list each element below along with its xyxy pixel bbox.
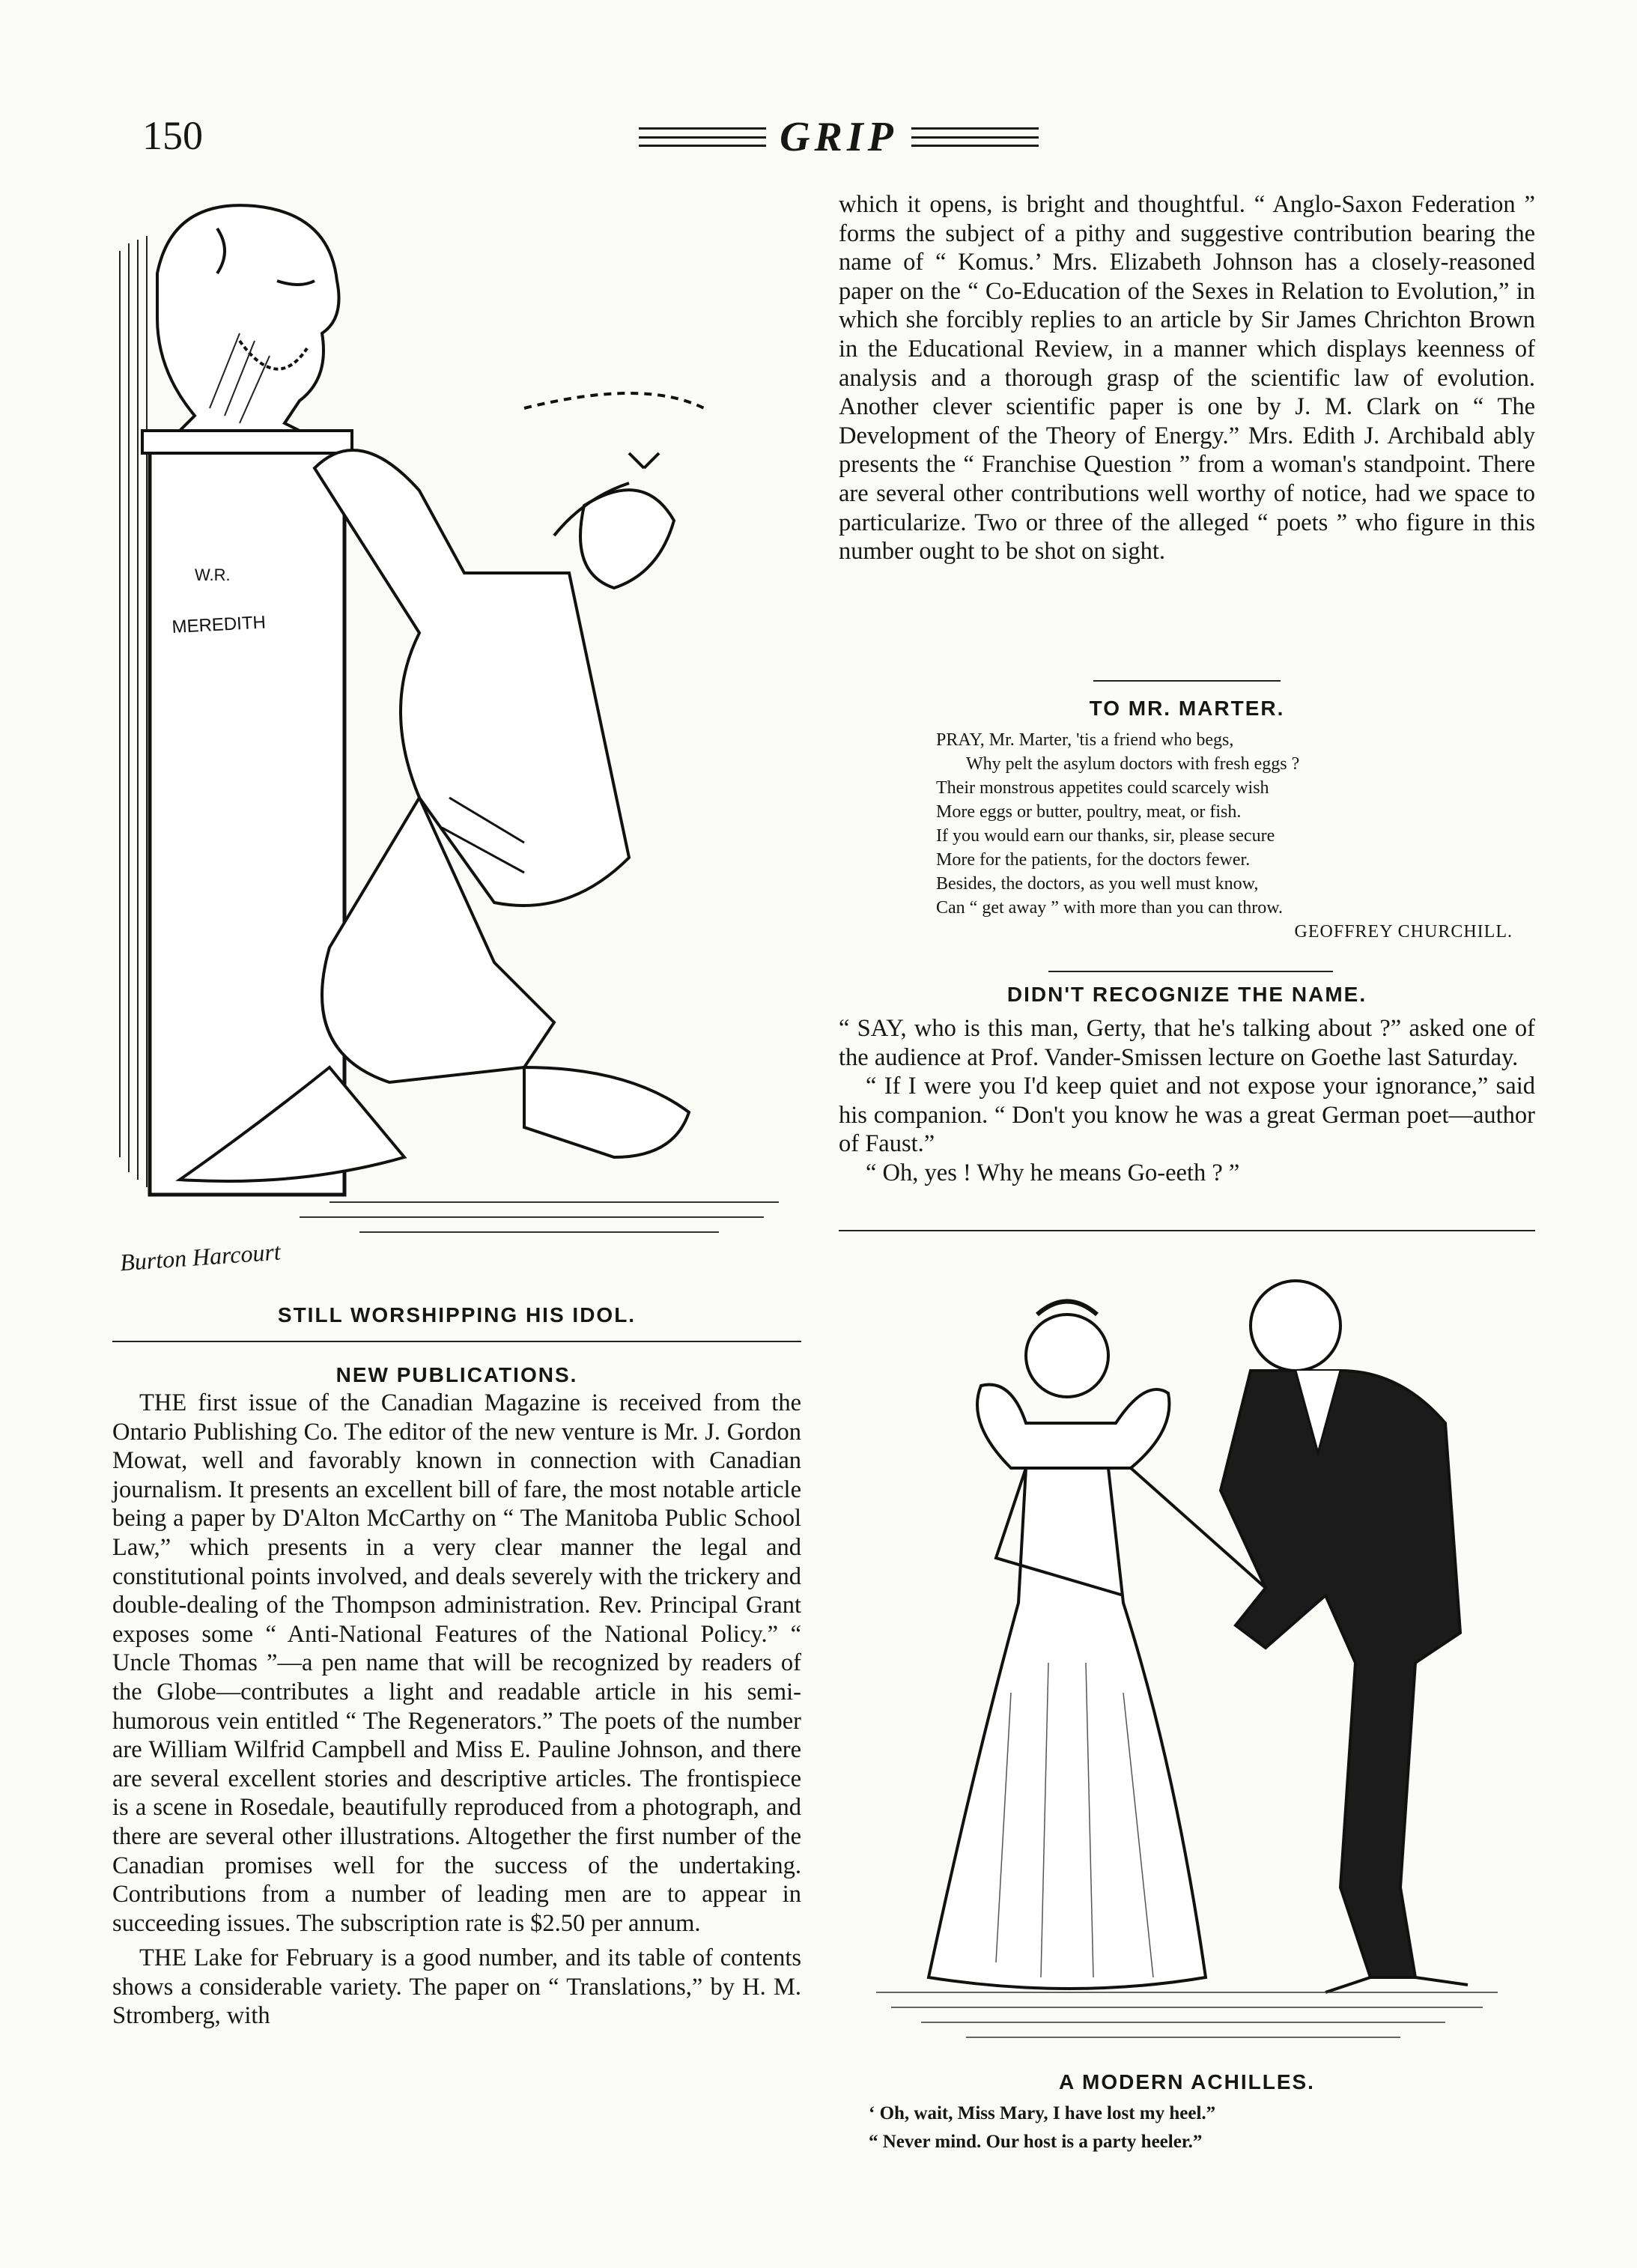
poem-line: If you would earn our thanks, sir, please secure <box>936 826 1275 846</box>
new-publications-body <box>112 1389 801 2031</box>
poem-line: Why pelt the asylum doctors with fresh eggs ? <box>966 754 1300 774</box>
artist-signature: Burton Harcourt <box>118 1237 282 1276</box>
cartoon1-caption: STILL WORSHIPPING HIS IDOL. <box>277 1303 637 1326</box>
poem-heading: TO MR. MARTER. <box>1089 697 1285 720</box>
anecdote-para-3: “ Oh, yes ! Why he means Go-eeth ? ” <box>866 1159 1240 1186</box>
anecdote-heading: DIDN'T RECOGNIZE THE NAME. <box>1006 983 1367 1006</box>
woman-figure <box>929 1302 1266 1989</box>
new-publications-heading: NEW PUBLICATIONS. <box>335 1363 578 1386</box>
section-rule <box>839 1230 1535 1231</box>
cartoon2-caption: A MODERN ACHILLES. <box>1059 2070 1315 2093</box>
poem-author: GEOFFREY CHURCHILL. <box>1294 922 1513 942</box>
pedestal-label-1: W.R. <box>195 566 231 584</box>
cartoon-modern-achilles <box>876 1243 1498 2052</box>
poem-line: PRAY, Mr. Marter, 'tis a friend who begs, <box>936 730 1234 750</box>
poem-line: Their monstrous appetites could scarcely wish <box>936 778 1269 798</box>
masthead-rule-left <box>639 127 766 147</box>
cartoon-still-worshipping <box>105 184 809 1292</box>
masthead-rule-right <box>911 127 1039 147</box>
new-publications-para-2: THE Lake for February is a good number, and its table of contents shows a considerable variety. The paper on “ Translations,” by H. M. Stromberg, with <box>112 1944 801 2030</box>
masthead <box>607 111 1071 163</box>
poem-line: More for the patients, for the doctors fewer. <box>936 850 1251 870</box>
anecdote-para-2: “ If I were you I'd keep quiet and not expose your ignorance,” said his companion. “ Don't you know he was a great German poet—author of Faust.” <box>839 1073 1535 1158</box>
short-rule-2 <box>1048 971 1333 972</box>
new-publications-para-1: THE first issue of the Canadian Magazine is received from the Ontario Publishing Co. The editor of the new venture is Mr. J. Gordon Mowat, well and favorably known in connection with Canadian journalism. It presents an excellent bill of fare, the most notable article being a paper by D'Alton McCarthy on “ The Manitoba Public School Law,” which presents in a very clear manner the legal and constitutional points involved, and deals severely with the trickery and double-dealing of the Thompson administration. Rev. Principal Grant exposes some “ Anti-National Features of the National Policy.” “ Uncle Thomas ”—a pen name that will be recognized by readers of the Globe—contributes a light and readable article in his semi-humorous vein entitled “ The Regenerators.” The poets of the number are William Wilfrid Campbell and Miss E. Pauline Johnson, and there are several excellent stories and descriptive articles. The frontispiece is a scene in Rosedale, beautifully reproduced from a photograph, and there are several other illustrations. Altogether the first number of the Canadian promises well for the success of the undertaking. Contributions from a number of leading men are to appear in succeeding issues. The subscription rate is $2.50 per annum. <box>112 1389 801 1937</box>
poem-line: Can “ get away ” with more than you can throw. <box>936 898 1283 918</box>
masthead-title: GRIP <box>780 114 898 160</box>
caption-rule <box>112 1341 801 1342</box>
pedestal-label-2: MEREDITH <box>171 612 267 637</box>
new-publications-continued <box>839 190 1535 566</box>
cartoon2-line-2: “ Never mind. Our host is a party heeler.” <box>869 2132 1203 2152</box>
cartoon2-line-1: ‘ Oh, wait, Miss Mary, I have lost my heel.” <box>869 2103 1216 2123</box>
man-figure <box>1221 1281 1468 1992</box>
new-publications-para-3: which it opens, is bright and thoughtful. “ Anglo-Saxon Federation ” forms the subject of a pithy and suggestive contribution bearing the name of “ Komus.’ Mrs. Elizabeth Johnson has a closely-reasoned paper on the “ Co-Education of the Sexes in Relation to Evolution,” in which she forcibly replies to an article by Sir James Chrichton Brown in the Educational Review, in a manner which displays keenness of analysis and a thorough grasp of the scientific law of evolution. Another clever scientific paper is one by J. M. Clark on “ The Development of the Theory of Energy.” Mrs. Edith J. Archibald ably presents the “ Franchise Question ” from a woman's standpoint. There are several other contributions well worthy of notice, had we space to particularize. Two or three of the alleged “ poets ” who figure in this number ought to be shot on sight. <box>839 191 1535 566</box>
poem-line: More eggs or butter, poultry, meat, or fish. <box>936 802 1242 822</box>
page-number: 150 <box>142 113 203 158</box>
anecdote-body <box>839 1014 1535 1188</box>
poem-body <box>936 728 1535 944</box>
poem-line: Besides, the doctors, as you well must know, <box>936 874 1259 894</box>
short-rule-1 <box>1093 680 1281 682</box>
anecdote-para-1: “ SAY, who is this man, Gerty, that he's talking about ?” asked one of the audience at Prof. Vander-Smissen lecture on Goethe last Saturday. <box>839 1015 1535 1071</box>
